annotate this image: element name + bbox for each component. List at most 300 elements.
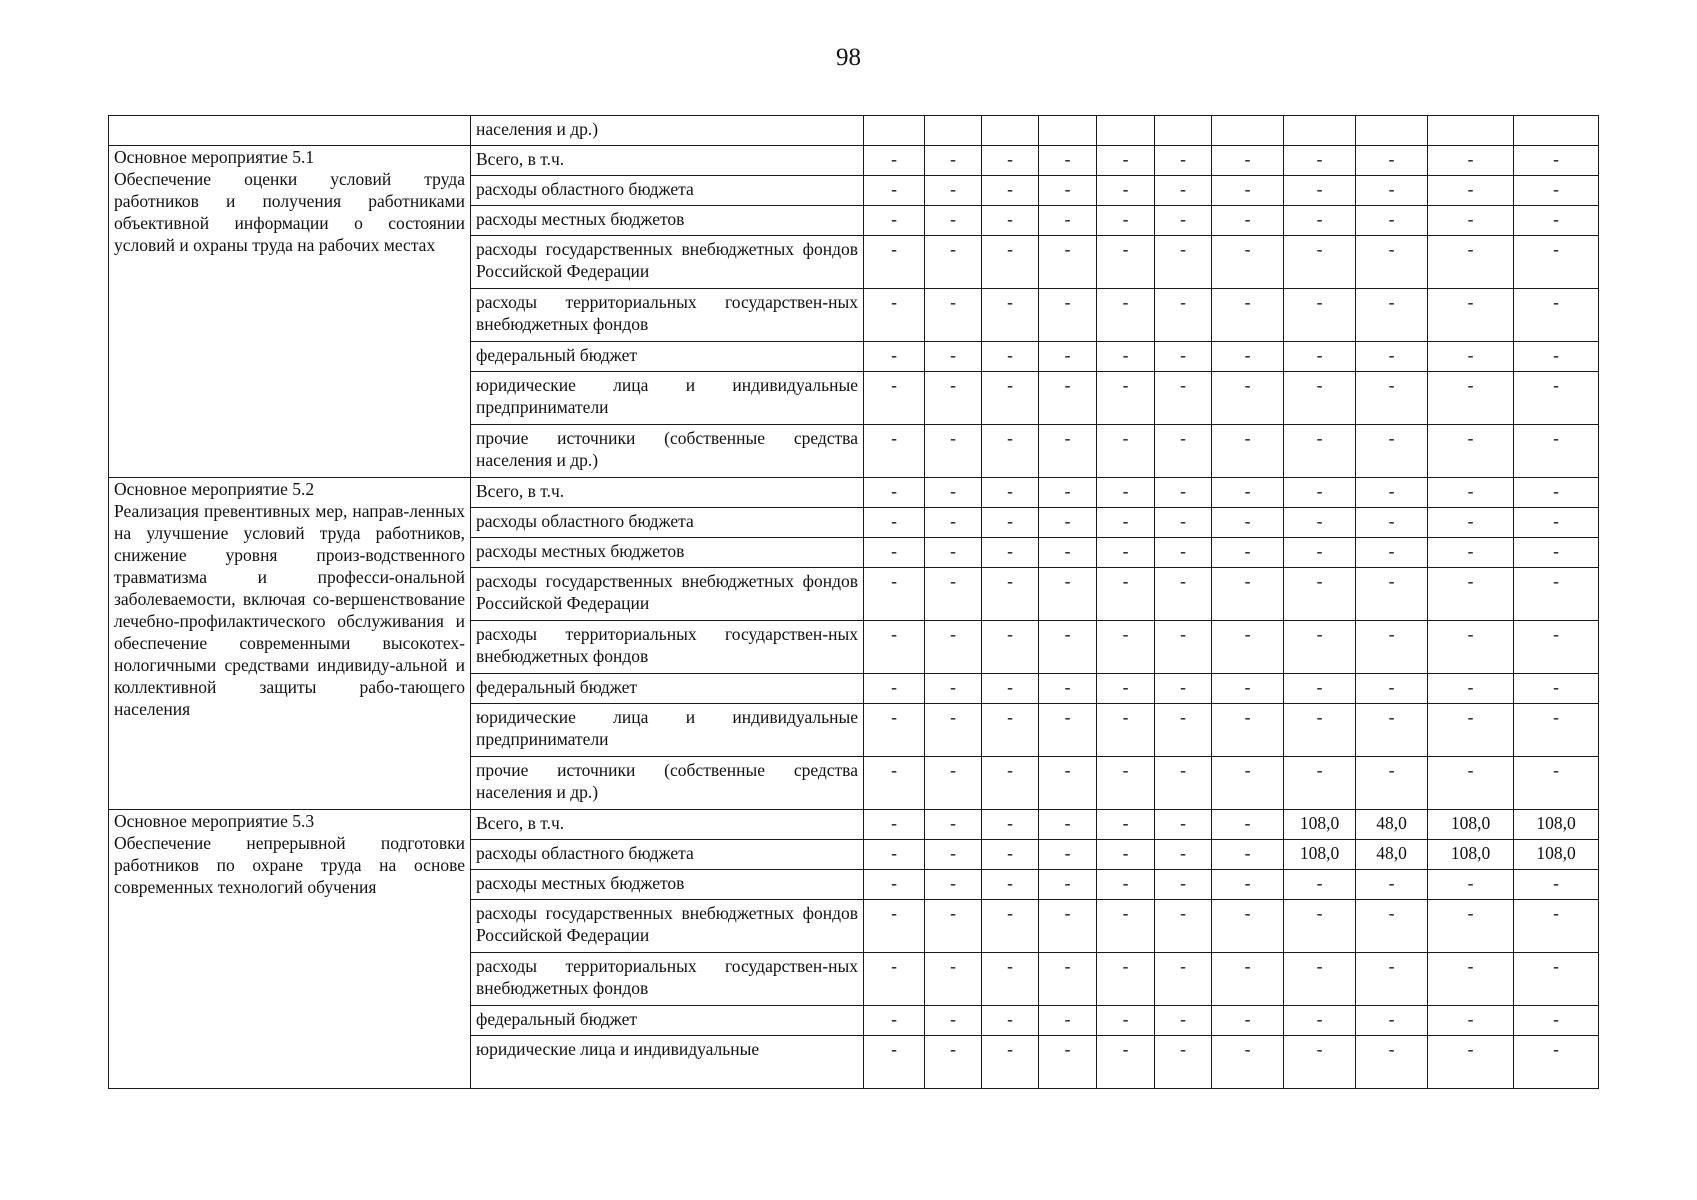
value-cell: [1097, 116, 1155, 146]
value-cell: -: [1155, 478, 1212, 508]
value-cell: -: [1039, 342, 1097, 372]
value-cell: -: [1514, 1006, 1599, 1036]
measure-cell-empty: [109, 116, 471, 146]
value-cell: -: [925, 568, 982, 621]
value-cell: -: [925, 953, 982, 1006]
value-cell: -: [1356, 757, 1428, 810]
value-cell: -: [982, 146, 1039, 176]
value-cell: -: [1155, 953, 1212, 1006]
value-cell: -: [864, 674, 925, 704]
value-cell: -: [1356, 508, 1428, 538]
funding-source-cell: прочие источники (собственные средства населения и др.): [471, 425, 864, 478]
value-cell: -: [1356, 176, 1428, 206]
value-cell: -: [1039, 206, 1097, 236]
value-cell: -: [1212, 953, 1284, 1006]
value-cell: -: [982, 206, 1039, 236]
value-cell: 108,0: [1514, 810, 1599, 840]
value-cell: -: [1155, 568, 1212, 621]
value-cell: -: [1284, 900, 1356, 953]
value-cell: -: [1514, 236, 1599, 289]
value-cell: -: [982, 674, 1039, 704]
value-cell: -: [1428, 757, 1514, 810]
value-cell: -: [982, 425, 1039, 478]
value-cell: -: [982, 840, 1039, 870]
value-cell: -: [1212, 568, 1284, 621]
value-cell: -: [1155, 900, 1212, 953]
value-cell: -: [1356, 704, 1428, 757]
value-cell: -: [982, 372, 1039, 425]
value-cell: -: [982, 810, 1039, 840]
value-cell: [1514, 116, 1599, 146]
value-cell: -: [925, 900, 982, 953]
value-cell: -: [1284, 289, 1356, 342]
value-cell: -: [1097, 1006, 1155, 1036]
value-cell: -: [864, 953, 925, 1006]
value-cell: -: [1155, 176, 1212, 206]
value-cell: -: [1284, 538, 1356, 568]
value-cell: [1039, 116, 1097, 146]
value-cell: -: [982, 1036, 1039, 1089]
funding-source-cell: юридические лица и индивидуальные: [471, 1036, 864, 1089]
value-cell: -: [864, 508, 925, 538]
value-cell: -: [1514, 206, 1599, 236]
value-cell: -: [1155, 236, 1212, 289]
value-cell: -: [925, 538, 982, 568]
value-cell: -: [1284, 425, 1356, 478]
funding-source-cell: расходы местных бюджетов: [471, 206, 864, 236]
value-cell: -: [925, 870, 982, 900]
value-cell: -: [864, 206, 925, 236]
value-cell: -: [1428, 176, 1514, 206]
value-cell: -: [925, 1036, 982, 1089]
funding-source-cell: федеральный бюджет: [471, 342, 864, 372]
value-cell: -: [1428, 704, 1514, 757]
value-cell: -: [1284, 870, 1356, 900]
value-cell: -: [1428, 146, 1514, 176]
value-cell: -: [1039, 508, 1097, 538]
value-cell: -: [1212, 146, 1284, 176]
value-cell: -: [1514, 538, 1599, 568]
value-cell: 108,0: [1514, 840, 1599, 870]
value-cell: -: [1039, 870, 1097, 900]
value-cell: -: [1097, 206, 1155, 236]
value-cell: -: [1039, 478, 1097, 508]
value-cell: -: [925, 704, 982, 757]
value-cell: -: [1212, 674, 1284, 704]
value-cell: -: [1155, 508, 1212, 538]
table-row: [109, 810, 1599, 840]
measure-description: Обеспечение оценки условий труда работников и получения работниками объективной информации о состоянии условий и охраны труда на рабочих местах: [114, 169, 465, 255]
page-number: 98: [836, 44, 861, 71]
value-cell: -: [1514, 289, 1599, 342]
value-cell: [982, 116, 1039, 146]
value-cell: -: [1212, 342, 1284, 372]
value-cell: -: [982, 900, 1039, 953]
value-cell: -: [982, 953, 1039, 1006]
value-cell: -: [1356, 478, 1428, 508]
value-cell: -: [1039, 372, 1097, 425]
value-cell: -: [1428, 1036, 1514, 1089]
value-cell: -: [1356, 289, 1428, 342]
value-cell: -: [1155, 810, 1212, 840]
value-cell: -: [1514, 508, 1599, 538]
value-cell: -: [1097, 704, 1155, 757]
value-cell: -: [925, 674, 982, 704]
funding-source-cell: прочие источники (собственные средства населения и др.): [471, 757, 864, 810]
value-cell: -: [1097, 840, 1155, 870]
measure-title: Основное мероприятие 5.3: [114, 811, 315, 831]
value-cell: -: [864, 372, 925, 425]
value-cell: -: [1284, 568, 1356, 621]
table-row: [109, 146, 1599, 176]
value-cell: -: [1356, 900, 1428, 953]
value-cell: -: [1039, 1036, 1097, 1089]
value-cell: 108,0: [1284, 840, 1356, 870]
value-cell: -: [1284, 757, 1356, 810]
value-cell: -: [1212, 621, 1284, 674]
value-cell: -: [1097, 757, 1155, 810]
funding-source-cell: расходы государственных внебюджетных фондов Российской Федерации: [471, 568, 864, 621]
value-cell: -: [1284, 621, 1356, 674]
value-cell: -: [1097, 176, 1155, 206]
value-cell: -: [925, 757, 982, 810]
value-cell: -: [1155, 757, 1212, 810]
value-cell: -: [1039, 810, 1097, 840]
value-cell: -: [1212, 1036, 1284, 1089]
value-cell: -: [1356, 538, 1428, 568]
value-cell: -: [925, 236, 982, 289]
value-cell: -: [1039, 289, 1097, 342]
value-cell: -: [1212, 176, 1284, 206]
value-cell: -: [1097, 478, 1155, 508]
value-cell: -: [1428, 674, 1514, 704]
funding-source-cell: расходы государственных внебюджетных фондов Российской Федерации: [471, 236, 864, 289]
value-cell: -: [864, 236, 925, 289]
value-cell: 108,0: [1284, 810, 1356, 840]
value-cell: -: [925, 289, 982, 342]
value-cell: -: [1097, 508, 1155, 538]
value-cell: -: [925, 508, 982, 538]
value-cell: -: [982, 342, 1039, 372]
value-cell: -: [864, 621, 925, 674]
value-cell: -: [1284, 342, 1356, 372]
value-cell: -: [982, 478, 1039, 508]
value-cell: -: [1212, 1006, 1284, 1036]
value-cell: -: [1097, 538, 1155, 568]
value-cell: -: [1155, 538, 1212, 568]
value-cell: -: [925, 176, 982, 206]
funding-source-cell: расходы местных бюджетов: [471, 870, 864, 900]
table-row: [109, 116, 1599, 146]
value-cell: -: [1039, 953, 1097, 1006]
value-cell: -: [982, 568, 1039, 621]
value-cell: -: [1039, 236, 1097, 289]
value-cell: -: [1284, 146, 1356, 176]
funding-source-cell: расходы территориальных государствен-ных внебюджетных фондов: [471, 289, 864, 342]
value-cell: [1428, 116, 1514, 146]
value-cell: -: [864, 478, 925, 508]
value-cell: -: [864, 425, 925, 478]
value-cell: -: [864, 900, 925, 953]
value-cell: -: [1039, 1006, 1097, 1036]
value-cell: -: [1039, 146, 1097, 176]
value-cell: -: [1356, 870, 1428, 900]
value-cell: -: [1212, 425, 1284, 478]
value-cell: -: [1514, 1036, 1599, 1089]
value-cell: -: [1097, 1036, 1155, 1089]
value-cell: -: [1097, 289, 1155, 342]
value-cell: -: [1212, 508, 1284, 538]
value-cell: -: [1039, 900, 1097, 953]
funding-source-cell: расходы областного бюджета: [471, 508, 864, 538]
value-cell: -: [1039, 840, 1097, 870]
value-cell: -: [1514, 372, 1599, 425]
value-cell: -: [1155, 1006, 1212, 1036]
value-cell: -: [1155, 621, 1212, 674]
value-cell: -: [1514, 425, 1599, 478]
value-cell: [1212, 116, 1284, 146]
value-cell: -: [1356, 146, 1428, 176]
value-cell: -: [864, 342, 925, 372]
value-cell: -: [1514, 704, 1599, 757]
value-cell: -: [1212, 206, 1284, 236]
value-cell: -: [1097, 342, 1155, 372]
value-cell: -: [1097, 425, 1155, 478]
value-cell: -: [1356, 568, 1428, 621]
funding-table: [108, 115, 1599, 1089]
value-cell: -: [1428, 538, 1514, 568]
value-cell: [864, 116, 925, 146]
value-cell: -: [1428, 342, 1514, 372]
value-cell: -: [1284, 372, 1356, 425]
value-cell: -: [982, 1006, 1039, 1036]
value-cell: -: [1212, 840, 1284, 870]
value-cell: -: [1428, 236, 1514, 289]
value-cell: -: [1428, 953, 1514, 1006]
value-cell: -: [1155, 206, 1212, 236]
value-cell: -: [1284, 206, 1356, 236]
value-cell: -: [1428, 1006, 1514, 1036]
value-cell: -: [925, 1006, 982, 1036]
value-cell: -: [925, 342, 982, 372]
value-cell: -: [864, 289, 925, 342]
funding-source-cell: федеральный бюджет: [471, 674, 864, 704]
funding-source-cell: расходы государственных внебюджетных фондов Российской Федерации: [471, 900, 864, 953]
value-cell: -: [1514, 176, 1599, 206]
value-cell: -: [1284, 176, 1356, 206]
table-row: [109, 478, 1599, 508]
value-cell: -: [1097, 870, 1155, 900]
value-cell: -: [1356, 236, 1428, 289]
value-cell: -: [982, 176, 1039, 206]
value-cell: -: [1039, 176, 1097, 206]
value-cell: -: [1428, 206, 1514, 236]
value-cell: -: [1356, 342, 1428, 372]
value-cell: -: [1284, 674, 1356, 704]
value-cell: -: [1514, 674, 1599, 704]
value-cell: -: [1284, 478, 1356, 508]
funding-source-cell: юридические лица и индивидуальные предприниматели: [471, 372, 864, 425]
value-cell: -: [982, 508, 1039, 538]
value-cell: -: [1212, 289, 1284, 342]
funding-source-cell: федеральный бюджет: [471, 1006, 864, 1036]
value-cell: -: [1155, 840, 1212, 870]
value-cell: -: [1039, 538, 1097, 568]
value-cell: -: [925, 146, 982, 176]
value-cell: -: [1428, 621, 1514, 674]
value-cell: -: [1039, 757, 1097, 810]
value-cell: -: [1097, 372, 1155, 425]
funding-table-body: [109, 116, 1599, 1089]
value-cell: -: [1212, 900, 1284, 953]
value-cell: -: [1155, 289, 1212, 342]
measure-title: Основное мероприятие 5.2: [114, 479, 315, 499]
value-cell: -: [925, 621, 982, 674]
value-cell: -: [982, 538, 1039, 568]
value-cell: -: [1097, 810, 1155, 840]
value-cell: -: [1284, 1036, 1356, 1089]
value-cell: -: [1039, 621, 1097, 674]
value-cell: -: [1284, 1006, 1356, 1036]
value-cell: -: [1212, 757, 1284, 810]
value-cell: -: [1356, 1006, 1428, 1036]
funding-source-cell: расходы территориальных государствен-ных внебюджетных фондов: [471, 953, 864, 1006]
funding-source-cell: расходы областного бюджета: [471, 176, 864, 206]
measure-cell: [109, 478, 471, 810]
value-cell: -: [925, 840, 982, 870]
value-cell: -: [864, 568, 925, 621]
value-cell: -: [864, 870, 925, 900]
value-cell: 48,0: [1356, 840, 1428, 870]
funding-source-cell: Всего, в т.ч.: [471, 146, 864, 176]
value-cell: 108,0: [1428, 840, 1514, 870]
value-cell: -: [982, 289, 1039, 342]
value-cell: [1356, 116, 1428, 146]
value-cell: -: [1212, 478, 1284, 508]
value-cell: -: [1284, 508, 1356, 538]
funding-source-cell: расходы областного бюджета: [471, 840, 864, 870]
value-cell: -: [1514, 900, 1599, 953]
value-cell: -: [1356, 621, 1428, 674]
value-cell: -: [1155, 870, 1212, 900]
value-cell: -: [925, 810, 982, 840]
funding-source-cell: юридические лица и индивидуальные предприниматели: [471, 704, 864, 757]
value-cell: -: [1039, 704, 1097, 757]
funding-source-cell: Всего, в т.ч.: [471, 478, 864, 508]
value-cell: -: [1155, 372, 1212, 425]
value-cell: -: [1155, 704, 1212, 757]
value-cell: -: [1514, 342, 1599, 372]
funding-source-cell: расходы территориальных государствен-ных внебюджетных фондов: [471, 621, 864, 674]
value-cell: -: [982, 870, 1039, 900]
value-cell: -: [1284, 236, 1356, 289]
value-cell: -: [1097, 236, 1155, 289]
value-cell: -: [1514, 568, 1599, 621]
value-cell: -: [1039, 568, 1097, 621]
measure-description: Реализация превентивных мер, направ-ленных на улучшение условий труда работников, снижение уровня произ-водственного травматизма и професси-ональной заболеваемости, включая со-вершенствование лечебно-профилактического обслуживания и обеспечение современными высокотех-нологичными средствами индивиду-альной и коллективной защиты рабо-тающего населения: [114, 501, 465, 719]
value-cell: -: [1155, 1036, 1212, 1089]
value-cell: -: [925, 206, 982, 236]
value-cell: -: [1097, 674, 1155, 704]
measure-cell: [109, 810, 471, 1089]
value-cell: -: [1039, 425, 1097, 478]
funding-source-cell: расходы местных бюджетов: [471, 538, 864, 568]
value-cell: -: [1514, 870, 1599, 900]
value-cell: -: [1097, 146, 1155, 176]
value-cell: -: [925, 372, 982, 425]
value-cell: -: [1428, 289, 1514, 342]
value-cell: -: [1428, 568, 1514, 621]
value-cell: -: [982, 621, 1039, 674]
value-cell: -: [864, 176, 925, 206]
value-cell: -: [1097, 900, 1155, 953]
value-cell: -: [864, 704, 925, 757]
value-cell: -: [1097, 953, 1155, 1006]
value-cell: -: [982, 757, 1039, 810]
value-cell: -: [864, 146, 925, 176]
value-cell: -: [1356, 425, 1428, 478]
value-cell: 48,0: [1356, 810, 1428, 840]
measure-title: Основное мероприятие 5.1: [114, 147, 315, 167]
value-cell: [1284, 116, 1356, 146]
measure-cell: [109, 146, 471, 478]
value-cell: -: [1212, 810, 1284, 840]
value-cell: -: [864, 810, 925, 840]
value-cell: -: [1212, 372, 1284, 425]
value-cell: 108,0: [1428, 810, 1514, 840]
value-cell: -: [1356, 674, 1428, 704]
value-cell: -: [1356, 206, 1428, 236]
value-cell: -: [925, 478, 982, 508]
value-cell: -: [1428, 900, 1514, 953]
value-cell: -: [1155, 146, 1212, 176]
value-cell: -: [1514, 953, 1599, 1006]
value-cell: -: [864, 538, 925, 568]
value-cell: -: [982, 704, 1039, 757]
value-cell: -: [1514, 478, 1599, 508]
value-cell: -: [1428, 508, 1514, 538]
value-cell: -: [1284, 953, 1356, 1006]
value-cell: -: [1514, 621, 1599, 674]
value-cell: -: [1356, 372, 1428, 425]
value-cell: -: [1428, 478, 1514, 508]
value-cell: -: [1155, 425, 1212, 478]
value-cell: -: [982, 236, 1039, 289]
value-cell: -: [1428, 425, 1514, 478]
value-cell: -: [1155, 342, 1212, 372]
value-cell: -: [1097, 568, 1155, 621]
value-cell: [1155, 116, 1212, 146]
value-cell: -: [864, 757, 925, 810]
funding-source-cell: Всего, в т.ч.: [471, 810, 864, 840]
measure-description: Обеспечение непрерывной подготовки работников по охране труда на основе современных технологий обучения: [114, 833, 465, 897]
value-cell: -: [1356, 1036, 1428, 1089]
value-cell: [925, 116, 982, 146]
value-cell: -: [864, 840, 925, 870]
value-cell: -: [1514, 757, 1599, 810]
funding-source-cell: населения и др.): [471, 116, 864, 146]
value-cell: -: [1155, 674, 1212, 704]
value-cell: -: [1514, 146, 1599, 176]
value-cell: -: [1212, 704, 1284, 757]
value-cell: -: [1212, 236, 1284, 289]
value-cell: -: [1284, 704, 1356, 757]
value-cell: -: [1039, 674, 1097, 704]
value-cell: -: [864, 1036, 925, 1089]
value-cell: -: [925, 425, 982, 478]
value-cell: -: [1428, 870, 1514, 900]
value-cell: -: [1356, 953, 1428, 1006]
